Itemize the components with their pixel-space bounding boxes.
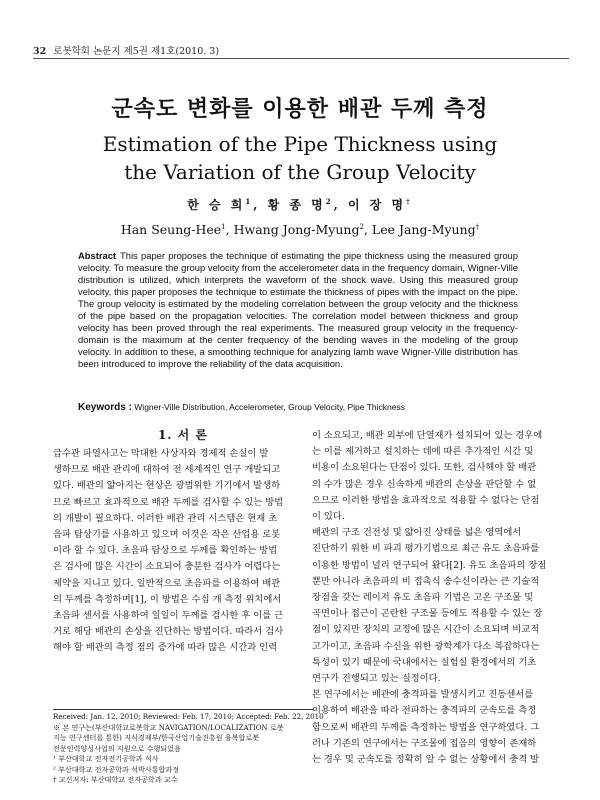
section-heading-introduction: 1. 서 론 xyxy=(157,428,209,442)
author-affiliation-mark: 1 xyxy=(221,222,226,231)
abstract-label: Abstract xyxy=(78,250,117,261)
title-english-line1: Estimation of the Pipe Thickness using xyxy=(102,132,498,156)
authors-korean xyxy=(0,196,600,213)
author-name: Hwang Jong-Myung xyxy=(233,222,360,237)
header-rule xyxy=(33,58,569,59)
footnote-received: Received: Jan. 12, 2010; Reviewed: Feb. 17, 2010; Accepted: Feb. 22, 2010 xyxy=(53,712,324,721)
footnote-affiliation: ² 부산대학교 전자공학과 석박사통합과정 xyxy=(53,764,180,774)
footnote-rule xyxy=(53,709,313,710)
author-separator: , xyxy=(363,222,372,237)
author-affiliation-mark: † xyxy=(406,197,413,206)
author-name: Lee Jang-Myung xyxy=(371,222,476,237)
keywords-label: Keywords : xyxy=(78,402,132,413)
journal-name: 로봇학회 논문지 제5권 제1호(2010. 3) xyxy=(53,46,220,57)
title-english-line2: the Variation of the Group Velocity xyxy=(124,160,476,184)
author-name: Han Seung-Hee xyxy=(120,222,222,237)
keywords xyxy=(78,402,518,413)
abstract xyxy=(78,250,518,370)
author-separator: , xyxy=(253,198,268,212)
author-affiliation-mark: 1 xyxy=(245,197,254,206)
author-affiliation-mark: 2 xyxy=(325,197,334,206)
footnote-affiliation: ¹ 부산대학교 전자전기공학과 석사 xyxy=(53,754,159,763)
author-name: 한 승 희 xyxy=(187,198,246,212)
footnotes xyxy=(53,712,324,786)
keywords-text: Wigner-Ville Distribution, Accelerometer, Group Velocity, Pipe Thickness xyxy=(134,402,405,412)
authors-english xyxy=(0,222,600,237)
footnote-funding: 전문인력양성사업의 지원으로 수행되었음 xyxy=(53,743,181,753)
author-name: 황 종 명 xyxy=(267,198,326,212)
footnote-corresponding: † 교신저자: 부산대학교 전자공학과 교수 xyxy=(53,775,178,784)
author-separator: , xyxy=(333,198,348,212)
running-header xyxy=(33,43,573,57)
author-separator: , xyxy=(225,222,234,237)
author-affiliation-mark: 2 xyxy=(359,222,364,231)
author-affiliation-mark: † xyxy=(475,222,480,231)
title-korean: 군속도 변화를 이용한 배관 두께 측정 xyxy=(111,96,489,122)
body-column-left: 급수관 파열사고는 막대한 사상자와 경제적 손실이 발 생하므로 배관 관리에 대하여 전 세계적인 연구 개발되고 있다. 배관의 얇아지는 현상은 광범위한 기기에서 발생하 므로 빠르고 효과적으로 배관 두께를 검사할 수 있는 방법 의 개발이 필요하다. 이러한 배관 관리 시스템은 현재 초 음파 탐상기를 사용하고 있으며 이것은 작은 산업용 로봇 이라 할 수 있다. 초음파 탐상으로 두께를 확인하는 방법 은 검사에 많은 시간이 소요되어 충분한 검사가 어렵다는 제약을 지니고 있다. 일반적으로 초음파를 이용하여 배관 의 두께를 측정하며[1], 이 방법은 수십 개 측정 위치에서 초음파 센서를 사용하여 일일이 두께를 검사한 후 이를 근 거로 해당 배관의 손상을 진단하는 방법이다. 따라서 검사 해야 할 배관의 측정 점의 증가에 따라 많은 시간과 인력 xyxy=(53,448,284,654)
author-name: 이 장 명 xyxy=(347,198,407,212)
title-english xyxy=(0,130,600,186)
footnote-funding: 지능 연구센터를 통한) 지식경제부/한국산업기술진흥원 융복합로봇 xyxy=(53,733,260,742)
abstract-text: This paper proposes the technique of estimating the pipe thickness using the measured group velocity. To measure the group velocity from the accelerometer data in the frequency domain, Wigner-Ville distribution is utilized, which interprets the waveform of the shock wave. Using this measured group velocity, this paper proposes the technique to estimate the thickness of pipes with the impact on the pipe. The group velocity is estimated by the modeling correlation between the group velocity and the thickness of the pipe based on the propagation velocities. The correlation model between thickness and group velocity has been proved through the real experiments. The measured group velocity in the frequency-domain is the maximum at the center frequency of the bending waves in the modeling of the group velocity. In addition to these, a smoothing technique for analyzing lamb wave Wigner-Ville distribution has been introduced to improve the reliability of the data acquisition. xyxy=(78,250,518,370)
page-number: 32 xyxy=(33,46,47,57)
footnote-funding: ※ 본 연구는(부산대학교로봇학교 NAVIGATION/LOCALIZATION 로봇 xyxy=(53,722,284,732)
body-column-right: 이 소요되고, 배관 외부에 단열재가 설치되어 있는 경우에 는 이를 제거하고 설치하는 데에 따른 추가적인 시간 및 비용이 소요된다는 단점이 있다. 또한, 검사해야 할 배관 의 수가 많은 경우 신속하게 배관의 손상을 판단할 수 없 으므로 이러한 방법을 효과적으로 적용할 수 없다는 단점 이 있다. 배관의 구조 건전성 및 얇아진 상태를 넓은 영역에서 진단하기 위한 비 파괴 평가기법으로 최근 유도 초음파를 이용한 방법이 널리 연구되어 왔다[2]. 유도 초음파의 장점 뿐만 아니라 초음파의 비 접촉식 송수신이라는 큰 기술적 장점을 갖는 레이저 유도 초음파 기법은 고온 구조물 및 곡면이나 접근이 곤란한 구조물 등에도 적용할 수 있는 장 점이 있지만 장치의 교정에 많은 시간이 소요되며 비교적 고가이고, 초음파 수신을 위한 광학계가 다소 복잡하다는 특성이 있기 때문에 국내에서는 실험실 환경에서의 기초 연구가 진행되고 있는 실정이다. 본 연구에서는 배관에 충격파를 발생시키고 진동센서를 이용하여 배관을 따라 전파하는 충격파의 군속도를 측정 함으로써 배관의 두께를 측정하는 방법을 연구하였다. 그 러나 기존의 연구에서는 구조물에 접음의 영향이 존재하 는 경우 및 군속도를 정확히 알 수 없는 상황에서 충격 발 xyxy=(312,430,547,766)
